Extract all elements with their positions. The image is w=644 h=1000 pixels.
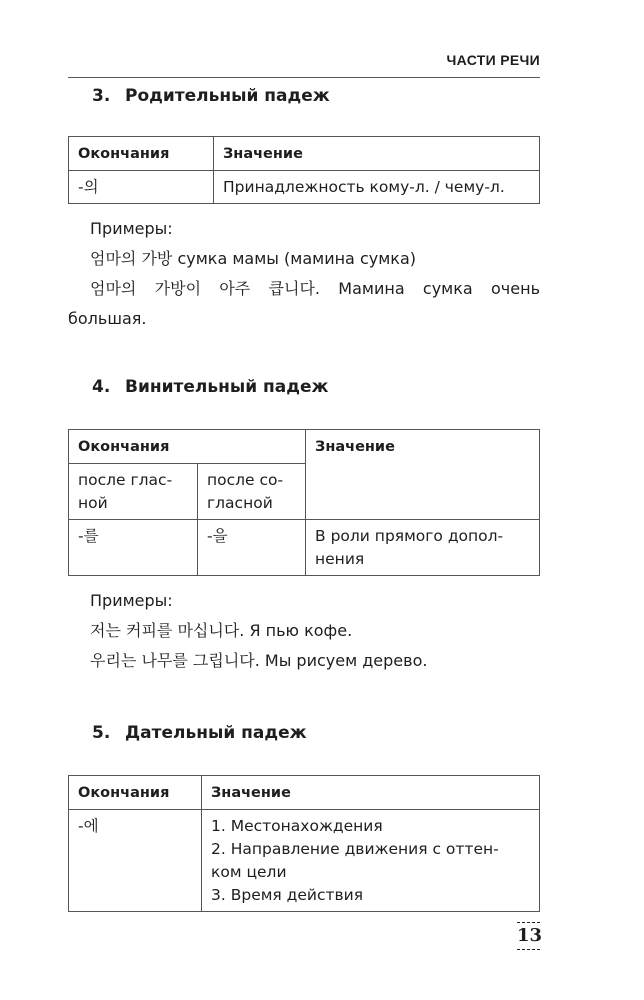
cell-line: нения bbox=[315, 550, 365, 568]
table-subheader-after-consonant bbox=[198, 464, 306, 520]
table-cell-ending: -의 bbox=[69, 171, 214, 204]
example-line: 우리는 나무를 그립니다. Мы рисуем дерево. bbox=[90, 651, 428, 670]
dative-table bbox=[68, 775, 540, 912]
table-cell-ending-vowel: -를 bbox=[69, 520, 198, 576]
table-cell-ending-consonant: -을 bbox=[198, 520, 306, 576]
examples-label: Примеры: bbox=[90, 591, 173, 610]
section-heading-dative bbox=[92, 723, 307, 743]
cell-line: 2. Направление движения с оттен- bbox=[211, 840, 499, 858]
page-number: 13 bbox=[517, 922, 540, 950]
table-subheader-after-vowel bbox=[69, 464, 198, 520]
cell-line: 3. Время действия bbox=[211, 886, 364, 904]
section-title: Дательный падеж bbox=[125, 723, 307, 743]
table-header-meaning: Значение bbox=[202, 776, 540, 810]
cell-line: гласной bbox=[207, 494, 273, 512]
section-number: 3. bbox=[92, 86, 111, 106]
cell-line: 1. Местонахождения bbox=[211, 817, 383, 835]
table-header-meaning: Значение bbox=[306, 430, 540, 520]
example-line-continuation: большая. bbox=[68, 309, 147, 328]
genitive-examples bbox=[68, 214, 540, 334]
section-heading-genitive bbox=[92, 86, 330, 106]
table-header-endings: Окончания bbox=[69, 776, 202, 810]
examples-label: Примеры: bbox=[90, 219, 173, 238]
cell-line: ком цели bbox=[211, 863, 287, 881]
section-title: Родительный падеж bbox=[125, 86, 330, 106]
section-number: 5. bbox=[92, 723, 111, 743]
accusative-examples bbox=[68, 586, 540, 676]
section-heading-accusative bbox=[92, 377, 328, 397]
table-header-endings: Окончания bbox=[69, 430, 306, 464]
section-title: Винительный падеж bbox=[125, 377, 329, 397]
section-number: 4. bbox=[92, 377, 111, 397]
genitive-table bbox=[68, 136, 540, 204]
cell-line: ной bbox=[78, 494, 108, 512]
table-cell-meaning bbox=[202, 810, 540, 912]
table-header-meaning: Значение bbox=[214, 137, 540, 171]
cell-line: В роли прямого допол- bbox=[315, 527, 504, 545]
header-rule bbox=[68, 77, 540, 78]
cell-line: после глас- bbox=[78, 471, 173, 489]
table-cell-meaning: Принадлежность кому-л. / чему-л. bbox=[214, 171, 540, 204]
example-line: 저는 커피를 마십니다. Я пью кофе. bbox=[90, 621, 353, 640]
running-header: ЧАСТИ РЕЧИ bbox=[446, 52, 540, 68]
table-cell-meaning bbox=[306, 520, 540, 576]
table-header-endings: Окончания bbox=[69, 137, 214, 171]
accusative-table bbox=[68, 429, 540, 576]
example-line: 엄마의 가방이 아주 큽니다. Мамина сумка очень bbox=[90, 279, 540, 298]
cell-line: после со- bbox=[207, 471, 284, 489]
table-cell-ending: -에 bbox=[69, 810, 202, 912]
example-line: 엄마의 가방 сумка мамы (мамина сумка) bbox=[90, 249, 416, 268]
